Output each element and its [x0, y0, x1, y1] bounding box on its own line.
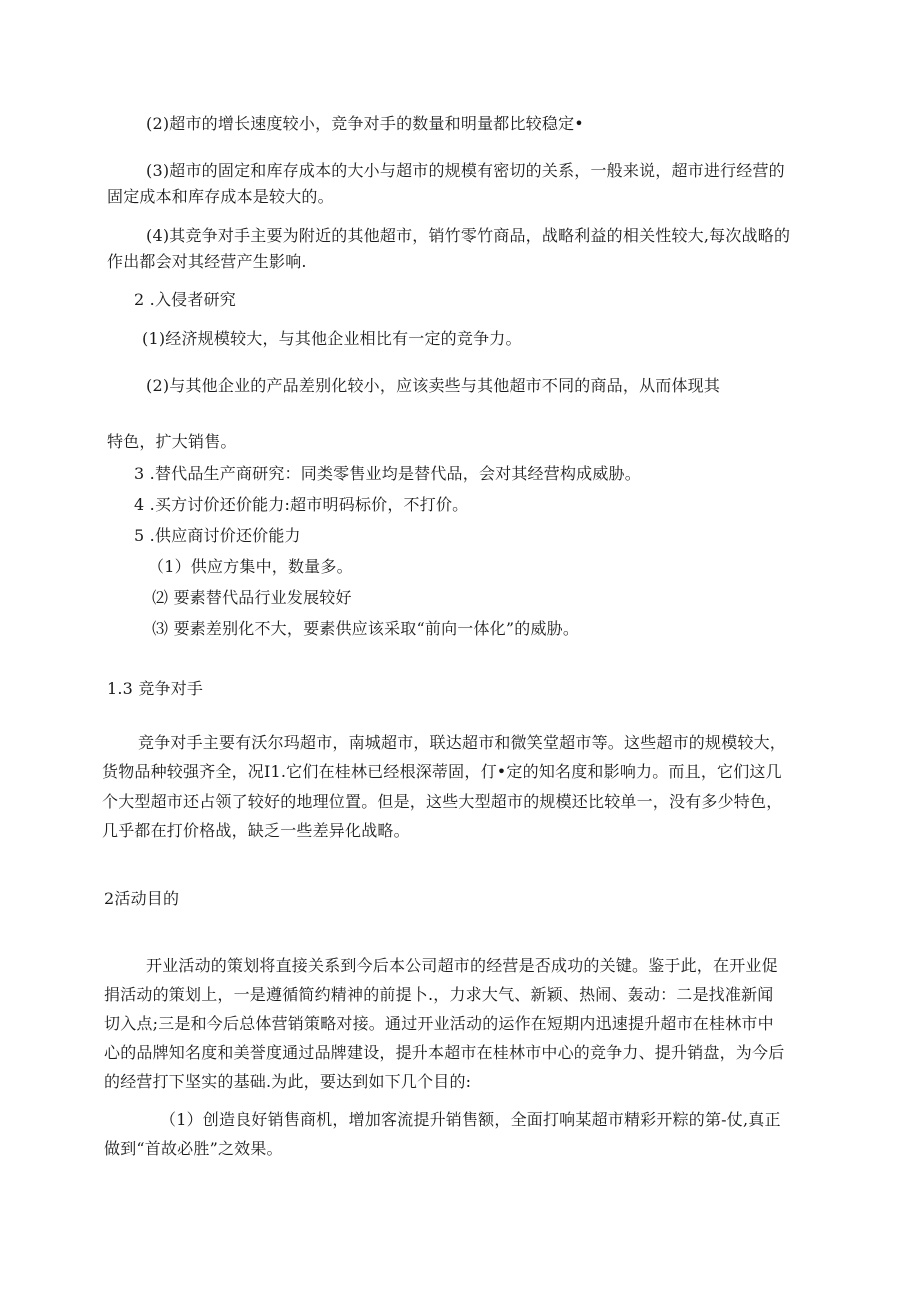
- paragraph-line: 个大型超市还占领了较好的地理位置。但是，这些大型超市的规模还比较单一，没有多少特色，: [102, 792, 783, 811]
- paragraph-line: 切入点;三是和今后总体营销策略对接。通过开业活动的运作在短期内迅速提升超市在桂林市中: [104, 1014, 774, 1033]
- paragraph-line: 做到“首故必胜”之效果。: [104, 1139, 283, 1158]
- paragraph-line: (2)与其他企业的产品差别化较小，应该卖些与其他超市不同的商品，从而体现其: [146, 376, 721, 395]
- paragraph-line: (4)其竞争对手主要为附近的其他超市，销竹零竹商品，战略利益的相关性较大,每次战略的: [146, 226, 791, 245]
- paragraph-line: 货物品种较强齐全，况I1.它们在桂林已经根深蒂固，仃•定的知名度和影响力。而且，它们这几: [102, 762, 782, 781]
- paragraph-line: 心的品牌知名度和美誉度通过品牌建设，提升本超市在桂林市中心的竞争力、提升销盘，为今后: [104, 1043, 785, 1062]
- list-item: ⑵ 要素替代品行业发展较好: [152, 588, 352, 607]
- paragraph-line: 特色，扩大销售。: [107, 432, 237, 451]
- paragraph-line: 开业活动的策划将直接关系到今后本公司超市的经营是否成功的关键。鉴于此，在开业促: [146, 956, 778, 975]
- section-heading: 2活动目的: [104, 889, 180, 908]
- list-item: （1）供应方集中，数量多。: [148, 557, 353, 576]
- section-heading: 2 .入侵者研究: [134, 290, 236, 309]
- paragraph-line: 的经营打下坚实的基础.为此，要达到如下几个目的:: [104, 1072, 472, 1091]
- section-heading: 1.3 竞争对手: [107, 679, 204, 698]
- paragraph-line: 作出都会对其经营产生影响.: [107, 252, 307, 271]
- paragraph-line: 捐活动的策划上，一是遵循简约精神的前提卜.，力求大气、新颖、热闹、轰动：二是找准新闻: [104, 985, 774, 1004]
- paragraph-line: 竞争对手主要有沃尔玛超市，南城超市，联达超市和微笑堂超市等。这些超市的规模较大，: [138, 733, 787, 752]
- paragraph-line: 几乎都在打价格战，缺乏一些差异化战略。: [102, 821, 410, 840]
- paragraph-line: 固定成本和库存成本是较大的。: [107, 187, 334, 206]
- section-heading: 5 .供应商讨价还价能力: [134, 526, 301, 545]
- section-heading: 4 .买方讨价还价能力:超市明码标价，不打价。: [134, 495, 469, 514]
- list-item: （1）创造良好销售商机，增加客流提升销售额，全面打响某超市精彩开粽的第-仗,真正: [160, 1110, 781, 1129]
- list-item: ⑶ 要素差别化不大，要素供应该采取“前向一体化”的威胁。: [152, 619, 580, 638]
- paragraph-line: (2)超市的增长速度较小，竞争对手的数量和明量都比较稳定•: [146, 114, 584, 133]
- paragraph-line: (3)超市的固定和库存成本的大小与超市的规模有密切的关系，一般来说，超市进行经营的: [146, 161, 785, 180]
- section-heading: 3 .替代品生产商研究：同类零售业均是替代品，会对其经营构成威胁。: [134, 464, 641, 483]
- paragraph-line: (1)经济规模较大，与其他企业相比有一定的竞争力。: [142, 329, 522, 348]
